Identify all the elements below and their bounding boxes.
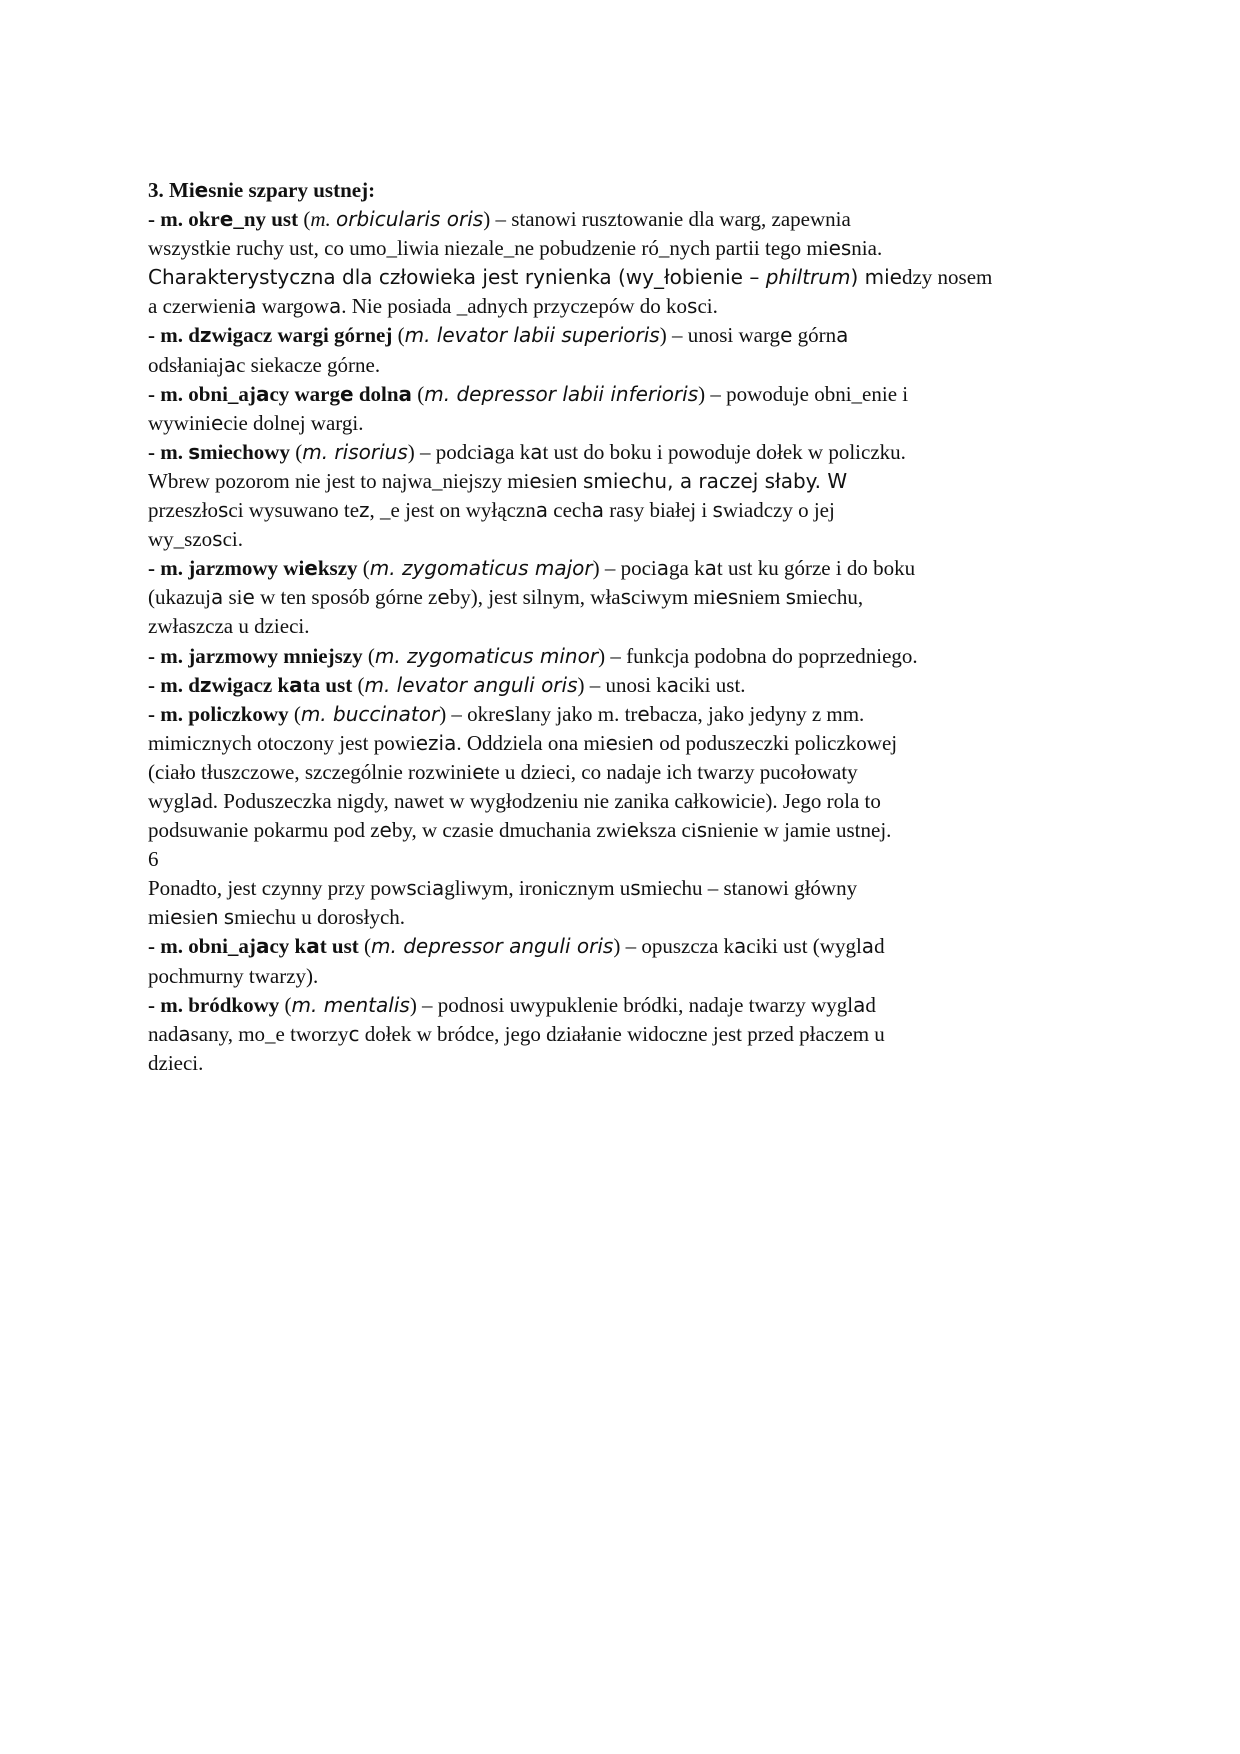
text-run: odsłaniaj — [148, 352, 224, 377]
text-run: z — [199, 323, 212, 348]
text-run: doln — [353, 381, 399, 406]
text-run: , _e jest on wyłączn — [369, 498, 536, 523]
text-run: e — [437, 585, 450, 610]
text-run: a — [836, 323, 849, 348]
text-run: e — [529, 468, 542, 493]
text-run: mi — [148, 905, 171, 930]
text-run: by, w czasie dmuchania zwi — [391, 818, 627, 843]
text-run: c — [348, 1021, 360, 1046]
text-run: ( — [412, 381, 425, 406]
text-line — [148, 962, 1068, 991]
text-run: ci wysuwano te — [228, 498, 360, 523]
text-run: kszy — [317, 556, 358, 581]
text-run: wywini — [148, 410, 211, 435]
text-line — [148, 642, 1068, 671]
text-run: m. zygomaticus minor — [374, 643, 599, 668]
text-run: nia. — [851, 236, 883, 261]
text-run: ) – podnosi uwypuklenie bródki, nadaje twarzy wygl — [409, 992, 854, 1017]
text-run: miechowy — [200, 439, 290, 464]
text-line — [148, 700, 1068, 729]
text-run: ezia — [415, 730, 457, 755]
text-line — [148, 321, 1068, 350]
text-line — [148, 787, 1068, 816]
text-run: cy k — [269, 934, 307, 959]
text-run: ) – powoduje obni_enie i — [698, 381, 909, 406]
text-run: a — [734, 934, 747, 959]
text-run: e — [605, 730, 618, 755]
document-body — [148, 176, 1068, 1078]
text-run: m. levator labii superioris — [404, 323, 660, 348]
text-run: e — [472, 759, 485, 784]
text-run: ( — [288, 701, 301, 726]
text-line — [148, 991, 1068, 1020]
text-run: ciki ust (wygl — [746, 934, 862, 959]
text-run: e — [889, 265, 902, 290]
text-run: es — [828, 236, 852, 261]
text-run: a — [666, 672, 680, 697]
text-run: orbicularis oris — [336, 207, 484, 232]
text-run: sie — [541, 468, 566, 493]
text-run: a — [255, 934, 270, 959]
text-run: ciwym mi — [631, 585, 716, 610]
text-run: s — [687, 294, 698, 319]
text-run: - m. policzkowy — [148, 701, 289, 726]
text-run: m. risorius — [302, 439, 408, 464]
text-run: - m. — [148, 439, 189, 464]
text-run: a — [306, 934, 320, 959]
text-run: ksza ci — [638, 818, 697, 843]
text-run: e — [170, 905, 183, 930]
text-run: 6 — [148, 847, 159, 872]
text-run: ( — [358, 934, 372, 959]
text-run: sie — [182, 905, 206, 930]
text-line — [148, 380, 1068, 409]
text-run: ) – funkcja podobna do poprzedniego. — [598, 643, 918, 668]
text-run: nad — [148, 1021, 179, 1046]
text-run: sany, mo_e tworzy — [190, 1021, 349, 1046]
text-run: ( — [392, 323, 405, 348]
text-run: miechu, — [796, 585, 864, 610]
text-run: t ust — [319, 934, 359, 959]
text-run: ga k — [669, 556, 705, 581]
text-line — [148, 1049, 1068, 1078]
text-run: wigacz wargi górnej — [211, 323, 393, 348]
text-run: bacza, jako jedyny z mm. — [649, 701, 865, 726]
text-run: a — [530, 439, 543, 464]
text-run: si — [223, 585, 243, 610]
text-run: ci. — [697, 294, 718, 319]
text-line — [148, 409, 1068, 438]
text-run: w ten sposób górne z — [254, 585, 438, 610]
text-run: d. Poduszeczka nigdy, nawet w wygłodzeniu nie zanika całkowicie). Jego rola to — [202, 788, 881, 813]
text-run: m. zygomaticus major — [369, 556, 593, 581]
text-run: ) – okre — [439, 701, 505, 726]
text-run: niem — [738, 585, 786, 610]
text-run: m. mentalis — [291, 992, 410, 1017]
text-run: a — [210, 585, 224, 610]
text-run: dzy nosem — [901, 265, 993, 290]
text-run: s — [620, 585, 632, 610]
text-run: podsuwanie pokarmu pod z — [148, 818, 380, 843]
text-run: a czerwieni — [148, 294, 245, 319]
text-line — [148, 234, 1068, 263]
text-run: - m. jarzmowy wi — [148, 556, 305, 581]
text-run: wy_szo — [148, 527, 213, 552]
text-line — [148, 467, 1068, 496]
text-line — [148, 554, 1068, 583]
text-run: pochmurny twarzy). — [148, 963, 319, 988]
text-run: s — [217, 498, 229, 523]
text-run: lany jako m. tr — [514, 701, 638, 726]
text-run: a — [178, 1021, 191, 1046]
text-run: e — [219, 207, 234, 232]
text-run: e — [304, 556, 318, 581]
text-run: e — [379, 818, 392, 843]
text-run: ) mi — [850, 265, 890, 290]
text-line — [148, 671, 1068, 700]
text-run: gliwym, ironicznym u — [444, 876, 631, 901]
text-run: t ust do boku i powoduje dołek w policzku. — [542, 439, 906, 464]
text-run: dzieci. — [148, 1050, 204, 1075]
text-line — [148, 583, 1068, 612]
text-run: - m. bródkowy — [148, 992, 280, 1017]
text-run: _ny ust — [233, 207, 299, 232]
text-run: snie szpary ustnej: — [208, 178, 376, 202]
text-run: te u dzieci, co nadaje ich twarzy pucołowaty — [484, 759, 858, 784]
text-line — [148, 263, 1068, 292]
section-heading — [148, 176, 1068, 205]
text-run: a — [656, 556, 670, 581]
text-run: a — [431, 876, 445, 901]
text-run: ( — [352, 672, 365, 697]
text-run: ) – podci — [407, 439, 483, 464]
text-run: - m. okr — [148, 207, 220, 232]
text-run: - m. d — [148, 323, 200, 348]
text-run: n — [205, 905, 219, 930]
text-run: s — [212, 527, 223, 552]
text-run: dołek w bródce, jego działanie widoczne jest przed płaczem u — [359, 1021, 885, 1046]
text-run: z — [199, 672, 212, 697]
text-run: ) – opuszcza k — [613, 934, 735, 959]
text-line — [148, 496, 1068, 525]
text-run: wiadczy o jej — [722, 498, 835, 523]
text-run: z — [359, 498, 370, 523]
text-run: ( — [298, 207, 311, 232]
text-run: cy warg — [269, 381, 340, 406]
text-run: n — [641, 730, 654, 755]
text-line — [148, 292, 1068, 321]
text-run: górn — [792, 323, 837, 348]
text-run: ) – poci — [592, 556, 657, 581]
text-run: wszystkie ruchy ust, co umo_liwia niezale_ne pobudzenie ró_nych partii tego mi — [148, 236, 829, 261]
text-line — [148, 438, 1068, 467]
text-run: Wbrew pozorom nie jest to najwa_niejszy mi — [148, 468, 530, 493]
text-run: ci — [416, 876, 432, 901]
text-run: e — [780, 323, 793, 348]
text-run: wigacz k — [211, 672, 290, 697]
text-run: e — [626, 818, 639, 843]
text-run: cech — [548, 498, 592, 523]
text-run: s — [504, 701, 515, 726]
text-run: s — [223, 905, 235, 930]
text-run: s — [582, 468, 594, 493]
text-run: wygl — [148, 788, 190, 813]
text-line — [148, 351, 1068, 380]
text-run: a — [190, 788, 203, 813]
text-run: a — [223, 352, 237, 377]
text-run: ( — [289, 439, 303, 464]
text-line — [148, 205, 1068, 234]
text-run: t ust ku górze i do boku — [716, 556, 916, 581]
text-run: e — [211, 410, 224, 435]
text-run: m. depressor anguli oris — [371, 934, 614, 959]
text-run: m. levator anguli oris — [364, 672, 578, 697]
text-run: miechu – stanowi główny — [640, 876, 858, 901]
text-run: a — [704, 556, 717, 581]
text-run: c siekacze górne. — [236, 352, 381, 377]
text-run: ) – unosi warg — [659, 323, 781, 348]
text-run: ( — [279, 992, 292, 1017]
text-run: a — [398, 381, 413, 406]
text-run: d — [874, 934, 885, 959]
text-line — [148, 845, 1068, 874]
text-run: philtrum — [765, 265, 851, 290]
text-run: e — [637, 701, 650, 726]
text-run: s — [630, 876, 641, 901]
text-run: m. buccinator — [300, 701, 440, 726]
text-line — [148, 932, 1068, 961]
text-run: s — [696, 818, 708, 843]
text-line — [148, 874, 1068, 903]
text-run: - m. obni_aj — [148, 381, 256, 406]
text-run: ta ust — [302, 672, 353, 697]
text-run: a — [255, 381, 270, 406]
text-run: n — [565, 468, 578, 493]
text-run: ciki ust. — [679, 672, 746, 697]
text-run: s — [712, 498, 723, 523]
text-run: a — [482, 439, 495, 464]
text-run: es — [715, 585, 739, 610]
text-run: m. depressor labii inferioris — [424, 381, 699, 406]
text-line — [148, 1020, 1068, 1049]
text-run: s — [785, 585, 797, 610]
text-run: m. — [310, 207, 337, 232]
text-run: ( — [357, 556, 370, 581]
text-line — [148, 612, 1068, 641]
text-run: by), jest silnym, wła — [449, 585, 621, 610]
text-run: - m. obni_aj — [148, 934, 256, 959]
text-run: ci. — [222, 527, 243, 552]
text-line — [148, 525, 1068, 554]
text-run: 3. Mi — [148, 178, 195, 202]
text-run: wargow — [256, 294, 329, 319]
text-run: - m. d — [148, 672, 200, 697]
text-run: a — [853, 992, 866, 1017]
text-run: rasy białej i — [603, 498, 713, 523]
text-run: sie — [617, 730, 642, 755]
text-run: (ciało tłuszczowe, szczególnie rozwini — [148, 759, 473, 784]
text-run: Charakterystyczna dla człowieka jest rynienka (wy_łobienie – — [148, 265, 766, 290]
text-run: miechu, a raczej słaby. W — [593, 468, 848, 493]
text-line — [148, 758, 1068, 787]
text-run: d — [865, 992, 876, 1017]
text-line — [148, 903, 1068, 932]
text-run: a — [328, 294, 342, 319]
text-line — [148, 729, 1068, 758]
text-run: - m. jarzmowy mniejszy — [148, 643, 363, 668]
text-run: e — [340, 381, 354, 406]
text-run: . Oddziela ona mi — [456, 730, 606, 755]
text-run: ga k — [494, 439, 531, 464]
text-run: przeszło — [148, 498, 218, 523]
text-run: Ponadto, jest czynny przy pow — [148, 876, 407, 901]
text-run: ) – unosi k — [577, 672, 667, 697]
text-run: zwłaszcza u dzieci. — [148, 614, 310, 639]
text-run: . Nie posiada _adnych przyczepów do ko — [341, 294, 688, 319]
text-run: (ukazuj — [148, 585, 211, 610]
text-run: a — [244, 294, 257, 319]
text-run: cie dolnej wargi. — [223, 410, 364, 435]
text-run: miechu u dorosłych. — [234, 905, 406, 930]
text-run: s — [406, 876, 417, 901]
text-run: nienie w jamie ustnej. — [707, 818, 892, 843]
text-run: e — [242, 585, 255, 610]
text-run: a — [289, 672, 303, 697]
text-run: mimicznych otoczony jest powi — [148, 730, 416, 755]
text-run: a — [861, 934, 875, 959]
text-run: ( — [362, 643, 375, 668]
text-run: a — [591, 498, 604, 523]
text-run: a — [535, 498, 548, 523]
text-run: e — [194, 178, 209, 202]
text-run: ) – stanowi rusztowanie dla warg, zapewnia — [483, 207, 851, 232]
text-run: od poduszeczki policzkowej — [653, 730, 898, 755]
text-run: s — [188, 439, 201, 464]
text-line — [148, 816, 1068, 845]
